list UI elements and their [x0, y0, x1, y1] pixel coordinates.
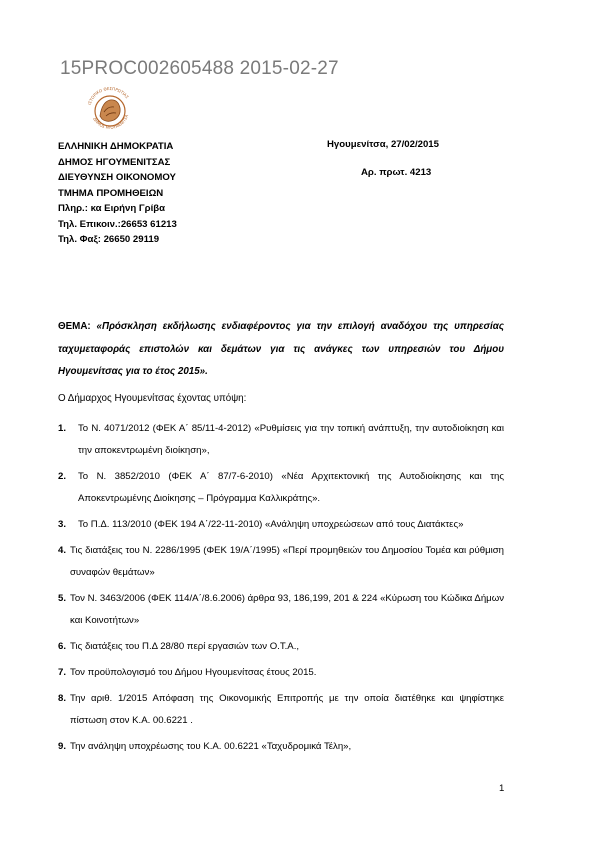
list-item: [58, 688, 504, 732]
document-id: 15PROC002605488 2015-02-27: [60, 58, 339, 79]
municipality-seal-logo: [84, 82, 136, 140]
place-date: Ηγουμενίτσα, 27/02/2015: [327, 139, 439, 150]
list-item: [58, 540, 504, 584]
list-item-number: 9.: [58, 741, 67, 752]
list-item-number: 7.: [58, 667, 67, 678]
list-item-number: 2.: [58, 471, 67, 482]
list-item-number: 6.: [58, 641, 67, 652]
intro-text: Ο Δήμαρχος Ηγουμενίτσας έχοντας υπόψη:: [58, 393, 247, 404]
subject-text: «Πρόσκληση εκδήλωσης ενδιαφέροντος για την επιλογή αναδόχου της υπηρεσίας ταχυμεταφοράς επιστολών και δεμάτων για τις ανάγκες των υπηρεσιών του Δήμου Ηγουμενίτσας για το έτος 2015».: [58, 321, 504, 377]
list-item-number: 1.: [58, 423, 67, 434]
sender-line: Πληρ.: κα Ειρήνη Γρίβα: [58, 203, 166, 214]
list-item-number: 4.: [58, 545, 67, 556]
subject-paragraph: [58, 316, 504, 384]
list-item-text: Το Π.Δ. 113/2010 (ΦΕΚ 194 Α΄/22-11-2010) «Ανάληψη υποχρεώσεων από τους Διατάκτες»: [78, 519, 464, 530]
sender-line: ΕΛΛΗΝΙΚΗ ΔΗΜΟΚΡΑΤΙΑ: [58, 141, 174, 152]
sender-line: Τηλ. Φαξ: 26650 29119: [58, 234, 160, 245]
sender-line: ΔΗΜΟΣ ΗΓΟΥΜΕΝΙΤΣΑΣ: [58, 156, 171, 168]
list-item-text: Το Ν. 3852/2010 (ΦΕΚ Α΄ 87/7-6-2010) «Νέα Αρχιτεκτονική της Αυτοδιοίκησης και της Αποκεντρωμένης Διοίκησης – Πρόγραμμα Καλλικράτης».: [78, 471, 504, 504]
page-number: 1: [499, 783, 505, 794]
list-item-number: 5.: [58, 593, 67, 604]
list-item-text: Την αριθ. 1/2015 Απόφαση της Οικονομικής Επιτροπής με την οποία διατέθηκε και ψηφίστηκε πίστωση στον Κ.Α. 00.6221 .: [70, 693, 504, 726]
list-item-text: Τον Ν. 3463/2006 (ΦΕΚ 114/Α΄/8.6.2006) άρθρα 93, 186,199, 201 & 224 «Κύρωση του Κώδικα Δήμων και Κοινοτήτων»: [70, 593, 504, 626]
sender-block: [58, 139, 177, 248]
sender-line: Τηλ. Επικοιν.:26653 61213: [58, 218, 177, 230]
list-item-text: Τις διατάξεις του Ν. 2286/1995 (ΦΕΚ 19/Α΄/1995) «Περί προμηθειών του Δημοσίου Τομέα και ρύθμιση συναφών θεμάτων»: [70, 545, 504, 578]
list-item-text: Τις διατάξεις του Π.Δ 28/80 περί εργασιών των Ο.Τ.Α.,: [70, 641, 300, 652]
sender-line: ΤΜΗΜΑ ΠΡΟΜΗΘΕΙΩΝ: [58, 187, 164, 199]
list-item-text: Την ανάληψη υποχρέωσης του Κ.Α. 00.6221 «Ταχυδρομικά Τέλη»,: [70, 741, 352, 752]
seal-icon: [84, 82, 136, 140]
subject-label: ΘΕΜΑ:: [58, 321, 91, 332]
list-item: [58, 466, 504, 510]
list-item: [58, 636, 504, 658]
list-item-text: Τον προϋπολογισμό του Δήμου Ηγουμενίτσας έτους 2015.: [70, 667, 317, 678]
list-item: [58, 514, 504, 536]
list-item-number: 3.: [58, 519, 67, 530]
seal-ring-text-top: ΙΣΤΟΡΙΚΟ ΘΕΣΠΡΩΤΙΑΣ: [86, 85, 130, 106]
list-item: [58, 736, 504, 758]
list-item: [58, 418, 504, 462]
list-item-text: Το Ν. 4071/2012 (ΦΕΚ Α΄ 85/11-4-2012) «Ρυθμίσεις για την τοπική ανάπτυξη, την αυτοδιοίκηση και την αποκεντρωμένη διοίκηση»,: [78, 423, 504, 456]
considerations-list: [58, 418, 504, 762]
seal-ring-text-bottom: ΔΗΜΟΣ ΗΓΟΥΜΕΝΙΤΣΑ: [92, 113, 130, 130]
list-item: [58, 588, 504, 632]
protocol-number: Αρ. πρωτ. 4213: [361, 167, 432, 178]
list-item: [58, 662, 504, 684]
sender-line: ΔΙΕΥΘΥΝΣΗ ΟΙΚΟΝΟΜΟΥ: [58, 172, 176, 183]
list-item-number: 8.: [58, 693, 67, 704]
